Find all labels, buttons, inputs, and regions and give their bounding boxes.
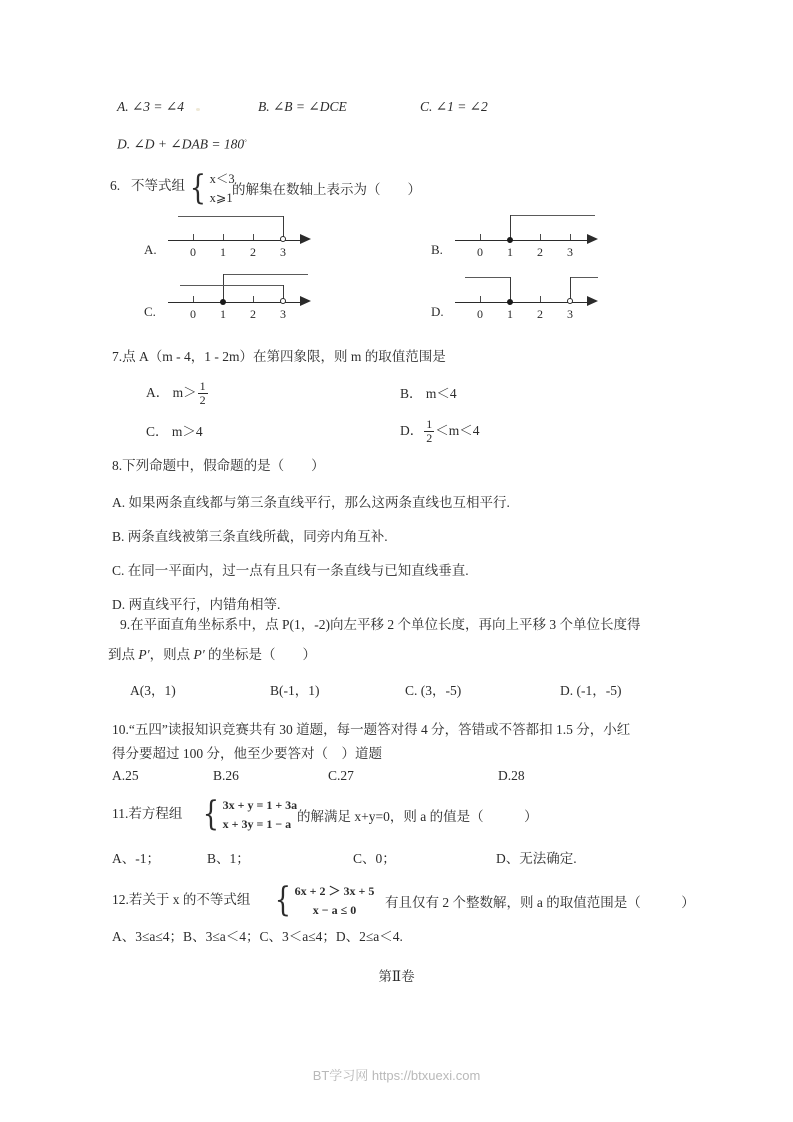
q7-option-b-text: B． m＜4 (400, 386, 457, 401)
tick-3 (570, 234, 571, 240)
q10-stem-line1-text: 10.“五四”读报知识竞赛共有 30 道题，每一题答对得 4 分，答错或不答都扣 1.5 分，小红 (112, 722, 631, 737)
q10-option-c-text: C.27 (328, 768, 354, 783)
axis-arrow-icon (300, 234, 311, 244)
q12-lead-text: 12.若关于 x 的不等式组 (112, 892, 251, 907)
tick-label-1: 1 (220, 245, 226, 259)
q7-option-c-text: C． m＞4 (146, 424, 203, 439)
q5-option-b-text: B. ∠B = ∠DCE (258, 99, 347, 114)
solution-stem-1 (510, 277, 511, 301)
open-circle-3 (280, 298, 286, 304)
solution-ray-left (465, 277, 510, 278)
q9-option-a-text: A(3，1) (130, 683, 176, 698)
q7-stem-text: 7.点 A（m - 4，1 - 2m）在第四象限，则 m 的取值范围是 (112, 349, 446, 364)
tick-2 (253, 234, 254, 240)
watermark-text: BT学习网 https://btxuexi.com (312, 1068, 481, 1083)
q11-lead-text: 11.若方程组 (112, 806, 183, 821)
tick-0 (193, 234, 194, 240)
q6-system-row-2: x⩾1 (209, 191, 233, 206)
q11-system-row-2: x + 3y = 1 − a (222, 816, 292, 831)
q8-stem (112, 458, 325, 474)
q8-option-d (112, 597, 280, 613)
q11-option-c (353, 851, 396, 867)
q6-diagram-c-label: C. (144, 304, 156, 319)
q6-inequality-system (187, 170, 235, 209)
fraction-denominator: 2 (426, 430, 433, 445)
q10-option-c (328, 768, 354, 784)
q6-number (110, 178, 120, 194)
q8-option-a-text: A. 如果两条直线都与第三条直线平行，那么这两条直线也互相平行. (112, 495, 510, 510)
q8-option-b (112, 529, 388, 545)
q8-stem-text: 8.下列命题中，假命题的是（ ） (112, 458, 325, 473)
q5-option-a (117, 99, 184, 115)
tick-2 (253, 296, 254, 302)
q6-diagram-d[interactable] (431, 274, 605, 326)
q6-diagram-b[interactable] (431, 212, 605, 264)
solution-stem-1 (510, 215, 511, 239)
tick-2 (540, 296, 541, 302)
q11-equation-system (200, 793, 298, 834)
number-axis (455, 240, 589, 241)
q6-system (187, 168, 235, 210)
q10-option-d (498, 768, 525, 784)
tick-label-2: 2 (537, 307, 543, 321)
q9-option-d-text: D. (-1，-5) (560, 683, 622, 698)
q6-diagram-d-label: D. (431, 304, 444, 319)
q12-options-text: A、3≤a≤4；B、3≤a＜4；C、3＜a≤4；D、2≤a＜4. (112, 929, 403, 944)
q5-option-c-text: C. ∠1 = ∠2 (420, 99, 488, 114)
q12-tail (385, 895, 695, 911)
q5-option-d-text: D. ∠D + ∠DAB = 180 (117, 136, 245, 152)
solution-ray-left-lower (180, 285, 283, 286)
left-brace: { (202, 793, 219, 834)
q12-tail-text: 有且仅有 2 个整数解，则 a 的取值范围是（ ） (385, 895, 695, 910)
q9-stem-line1-text: 9.在平面直角坐标系中，点 P(1，-2)向左平移 2 个单位长度，再向上平移 3 个单位长度得 (120, 617, 641, 632)
volume-heading (0, 965, 793, 985)
q9-option-c (405, 683, 461, 699)
q11-tail-text: 的解满足 x+y=0，则 a 的值是（ ） (297, 809, 538, 824)
tick-label-2: 2 (250, 245, 256, 259)
q12-system-row-1: 6x + 2 ＞ 3x + 5 (294, 884, 375, 898)
q7-option-b (400, 386, 457, 402)
q8-option-d-text: D. 两直线平行，内错角相等. (112, 597, 281, 612)
q10-stem-line2-text: 得分要超过 100 分，他至少要答对（ ）道题 (112, 746, 382, 761)
q10-stem-line2 (112, 746, 382, 762)
tick-label-3: 3 (280, 245, 286, 259)
q5-option-c (420, 99, 488, 115)
q10-option-b (213, 768, 239, 784)
fraction-one-half (424, 418, 434, 444)
tick-0 (193, 296, 194, 302)
q10-stem-line1 (112, 722, 630, 738)
q9-option-c-text: C. (3，-5) (405, 683, 462, 698)
tick-label-2: 2 (537, 245, 543, 259)
solution-ray-left (178, 216, 283, 217)
q11-lead (112, 806, 182, 822)
tick-label-1: 1 (507, 307, 513, 321)
fraction-numerator: 1 (199, 379, 206, 393)
tick-label-0: 0 (190, 307, 196, 321)
fraction-denominator: 2 (199, 392, 206, 407)
q9-stem-line2 (108, 647, 316, 663)
tick-2 (540, 234, 541, 240)
q11-option-a-text: A、-1； (112, 851, 160, 866)
q7-option-c (146, 424, 203, 440)
point-p-prime-2: P′ (193, 647, 205, 662)
q6-lead (131, 178, 185, 194)
tick-label-0: 0 (477, 245, 483, 259)
q7-stem (112, 349, 446, 365)
q11-option-d (496, 851, 577, 867)
q9-option-b-text: B(-1，1) (270, 683, 320, 698)
tick-0 (480, 296, 481, 302)
axis-arrow-icon (587, 234, 598, 244)
q8-option-a (112, 495, 510, 511)
q9-stem-line2-a: 到点 (108, 647, 139, 662)
q8-option-c (112, 563, 469, 579)
q8-option-c-text: C. 在同一平面内，过一点有且只有一条直线与已知直线垂直. (112, 563, 469, 578)
q11-option-a (112, 851, 160, 867)
solution-ray-right (510, 215, 595, 216)
tick-label-2: 2 (250, 307, 256, 321)
q9-stem-line2-b: ，则点 (149, 647, 194, 662)
q12-system-rows (294, 882, 375, 919)
q10-option-b-text: B.26 (213, 768, 239, 783)
fraction-numerator: 1 (426, 417, 433, 431)
q6-diagram-a-label: A. (144, 242, 157, 257)
q10-option-d-text: D.28 (498, 768, 525, 783)
q6-diagram-a[interactable] (144, 212, 318, 264)
tick-label-3: 3 (280, 307, 286, 321)
q11-option-b (207, 851, 250, 867)
tick-0 (480, 234, 481, 240)
q8-option-b-text: B. 两条直线被第三条直线所截，同旁内角互补. (112, 529, 388, 544)
q5-option-b (258, 99, 347, 115)
q12-system-row-2: x − a ≤ 0 (312, 902, 357, 917)
q7-option-a-prefix: A． m＞ (146, 385, 197, 401)
q7-option-d (400, 419, 480, 445)
q6-number-text: 6. (110, 178, 121, 193)
tick-label-1: 1 (220, 307, 226, 321)
q12-lead (112, 892, 250, 908)
q11-option-d-text: D、无法确定. (496, 851, 577, 866)
tick-label-3: 3 (567, 307, 573, 321)
open-circle-3 (280, 236, 286, 242)
filled-dot-1 (507, 299, 513, 305)
q11-system-rows (222, 796, 298, 833)
axis-arrow-icon (587, 296, 598, 306)
left-brace: { (274, 879, 291, 920)
filled-dot-1 (220, 299, 226, 305)
q7-option-a (146, 381, 209, 407)
volume-heading-text: 第Ⅱ卷 (378, 969, 415, 984)
open-circle-3 (567, 298, 573, 304)
solution-stem-1 (223, 274, 224, 301)
q11-system-row-1: 3x + y = 1 + 3a (222, 798, 298, 812)
filled-dot-1 (507, 237, 513, 243)
q11-option-b-text: B、1； (207, 851, 250, 866)
q11-option-c-text: C、0； (353, 851, 396, 866)
solution-ray-right (570, 277, 598, 278)
fraction-one-half (198, 380, 208, 406)
site-watermark (0, 1065, 793, 1084)
q9-option-a (130, 683, 176, 699)
q6-diagram-b-label: B. (431, 242, 443, 257)
axis-arrow-icon (300, 296, 311, 306)
point-p-prime-1: P′ (138, 647, 150, 662)
q5-option-d (117, 136, 247, 153)
q6-tail (232, 182, 421, 198)
q9-option-b (270, 683, 320, 699)
q12-inequality-system (272, 879, 375, 920)
q6-system-rows (209, 170, 235, 209)
q6-diagram-c[interactable] (144, 274, 318, 326)
q9-stem-line1 (120, 617, 641, 633)
q10-option-a (112, 768, 139, 784)
q9-stem-line2-c: 的坐标是（ ） (204, 647, 317, 662)
tick-label-3: 3 (567, 245, 573, 259)
q6-lead-text: 不等式组 (131, 178, 185, 193)
q11-system (200, 793, 298, 834)
q5-option-a-text: A. ∠3 = ∠4 (117, 99, 184, 114)
q6-tail-text: 的解集在数轴上表示为（ ） (232, 182, 421, 197)
q7-option-d-suffix: ＜m＜4 (435, 423, 480, 439)
tick-label-1: 1 (507, 245, 513, 259)
q10-option-a-text: A.25 (112, 768, 139, 783)
q12-options (112, 929, 403, 945)
tick-1 (223, 234, 224, 240)
q6-system-row-1: x＜3 (209, 172, 235, 186)
solution-ray-right-upper (223, 274, 308, 275)
tick-label-0: 0 (477, 307, 483, 321)
q9-option-d (560, 683, 621, 699)
degree-symbol: ◦ (244, 136, 247, 145)
scan-smudge (196, 108, 200, 111)
q11-tail (297, 809, 538, 825)
q7-option-d-prefix: D． (400, 423, 424, 439)
q12-system (272, 879, 375, 920)
left-brace: { (189, 168, 206, 209)
tick-label-0: 0 (190, 245, 196, 259)
